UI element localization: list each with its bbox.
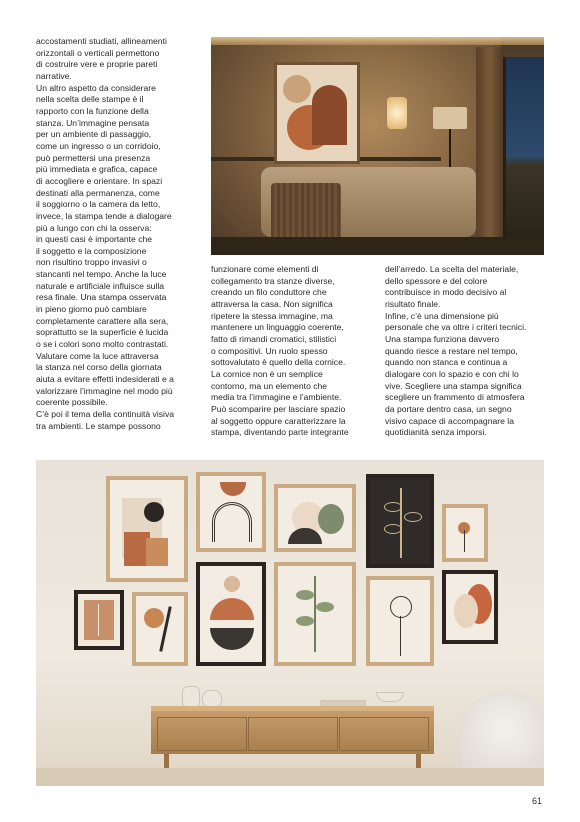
print-botanical-small xyxy=(74,590,124,650)
text-line: accostamenti studiati, allineamenti xyxy=(36,36,167,46)
text-line: Può scomparire per lasciare spazio xyxy=(211,403,346,414)
print-leaf-circle xyxy=(132,592,188,666)
text-line: in pieno giorno può cambiare xyxy=(36,304,147,315)
decor-bowl xyxy=(376,692,404,702)
floor xyxy=(211,237,544,255)
article-column-1 xyxy=(36,36,206,432)
text-line: vive. Scegliere una stampa significa xyxy=(385,380,522,391)
text-line: dialogare con lo spazio e con chi lo xyxy=(385,368,519,379)
text-line: più a lungo con chi la osserva: xyxy=(36,222,152,233)
sideboard xyxy=(151,706,434,754)
text-line: non risultino troppo invasivi o xyxy=(36,257,147,268)
text-line: quando non stanca e continua a xyxy=(385,357,508,368)
text-line: funzionare come elementi di xyxy=(211,264,319,274)
text-line: attraversa la casa. Non significa xyxy=(211,298,333,309)
print-abstract-shapes xyxy=(106,476,188,582)
text-line: creando un filo conduttore che xyxy=(211,287,327,298)
ceiling-light-strip xyxy=(211,37,544,45)
text-line: Infine, c’è una dimensione più xyxy=(385,310,499,321)
text-line: visivo capace di accompagnare la xyxy=(385,415,514,426)
text-line: di costruire vere e proprie pareti xyxy=(36,59,158,70)
print-face-line xyxy=(442,570,498,644)
text-line: orizzontali o verticali permettono xyxy=(36,47,160,58)
text-line: da portare dentro casa, un segno xyxy=(385,403,512,414)
window-night-view xyxy=(503,57,544,237)
print-line-flower xyxy=(366,576,434,666)
text-line: resa finale. Una stampa osservata xyxy=(36,292,167,303)
text-line: o compositivi. Un ruolo spesso xyxy=(211,345,328,356)
framed-abstract-print xyxy=(274,62,360,164)
text-line: collegamento tra stanze diverse, xyxy=(211,275,335,286)
text-line: contribuisce in modo decisivo al xyxy=(385,287,507,298)
text-line: media tra l’immagine e l’ambiente. xyxy=(211,392,342,403)
text-line: rapporto con la funzione della xyxy=(36,105,149,116)
text-line: La cornice non è un semplice xyxy=(211,368,323,379)
text-line: il soggiorno o la camera da letto, xyxy=(36,199,161,210)
text-line: Un altro aspetto da considerare xyxy=(36,82,156,93)
text-line: stancanti nel tempo. Anche la luce xyxy=(36,269,167,280)
floor xyxy=(36,768,544,786)
print-arch-sun xyxy=(196,472,266,552)
text-line: coerente possibile. xyxy=(36,397,108,408)
print-botanical-dark xyxy=(366,474,434,568)
text-line: tra ambienti. Le stampe possono xyxy=(36,420,161,431)
text-line: soprattutto se la superficie è lucida xyxy=(36,327,169,338)
print-flower-small xyxy=(442,504,488,562)
text-line: naturale e artificiale influisce sulla xyxy=(36,280,165,291)
text-line: mantenere un linguaggio coerente, xyxy=(211,322,344,333)
text-line: invece, la stampa tende a dialogare xyxy=(36,210,172,221)
text-line: dell’arredo. La scelta del materiale, xyxy=(385,264,519,274)
text-line: contorno, ma un elemento che xyxy=(211,380,328,391)
text-line: la stanza nel corso della giornata xyxy=(36,362,162,373)
text-line: C’è poi il tema della continuità visiva xyxy=(36,409,175,419)
print-green-leaves xyxy=(274,562,356,666)
text-line: o se i colori sono molto contrastati. xyxy=(36,339,169,350)
wall-sconce xyxy=(387,97,407,129)
text-line: può permettersi una presenza xyxy=(36,152,151,163)
text-line: aiuta a evitare effetti indesiderati e a xyxy=(36,374,174,385)
text-line: risultato finale. xyxy=(385,298,441,309)
text-line: il soggetto e la composizione xyxy=(36,245,147,256)
decor-vase xyxy=(182,686,200,708)
text-line: scegliere un frammento di atmosfera xyxy=(385,392,525,403)
text-line: di accogliere e orientare. In spazi xyxy=(36,175,163,186)
text-line: sottovalutato è quello della cornice. xyxy=(211,357,346,368)
text-line: al soggetto oppure caratterizzare la xyxy=(211,415,346,426)
text-line: stanza. Un’immagine pensata xyxy=(36,117,150,128)
article-column-2 xyxy=(211,264,379,439)
gallery-wall-photo xyxy=(36,460,544,786)
text-line: stampa, diventando parte integrante xyxy=(211,427,349,438)
text-line: dello spessore e del colore xyxy=(385,275,488,286)
text-line: in questi casi è importante che xyxy=(36,234,153,245)
print-green-shapes xyxy=(274,484,356,552)
curtain xyxy=(476,47,504,247)
text-line: ripetere la stessa immagine, ma xyxy=(211,310,333,321)
text-line: come un ingresso o un corridoio, xyxy=(36,140,161,151)
floor-lamp-shade xyxy=(433,107,467,129)
print-stacked-semicircles xyxy=(196,562,266,666)
text-line: valorizzare l’immagine nel modo più xyxy=(36,385,173,396)
article-column-3 xyxy=(385,264,547,439)
text-line: narrative. xyxy=(36,70,72,81)
page-number: 61 xyxy=(532,796,543,806)
text-line: completamente carattere alla sera, xyxy=(36,315,169,326)
text-line: Una stampa funziona davvero xyxy=(385,333,500,344)
text-line: personale che va oltre i criteri tecnici. xyxy=(385,322,527,333)
text-line: nella scelta delle stampe è il xyxy=(36,94,144,105)
living-room-photo xyxy=(211,37,544,255)
text-line: fatto di rimandi cromatici, stilistici xyxy=(211,333,337,344)
text-line: Valutare come la luce attraversa xyxy=(36,350,159,361)
text-line: quotidianità senza imporsi. xyxy=(385,427,487,438)
text-line: più immediata e grafica, capace xyxy=(36,164,158,175)
text-line: per un ambiente di passaggio, xyxy=(36,129,152,140)
text-line: quando riesce a restare nel tempo, xyxy=(385,345,518,356)
text-line: destinati alla permanenza, come xyxy=(36,187,160,198)
